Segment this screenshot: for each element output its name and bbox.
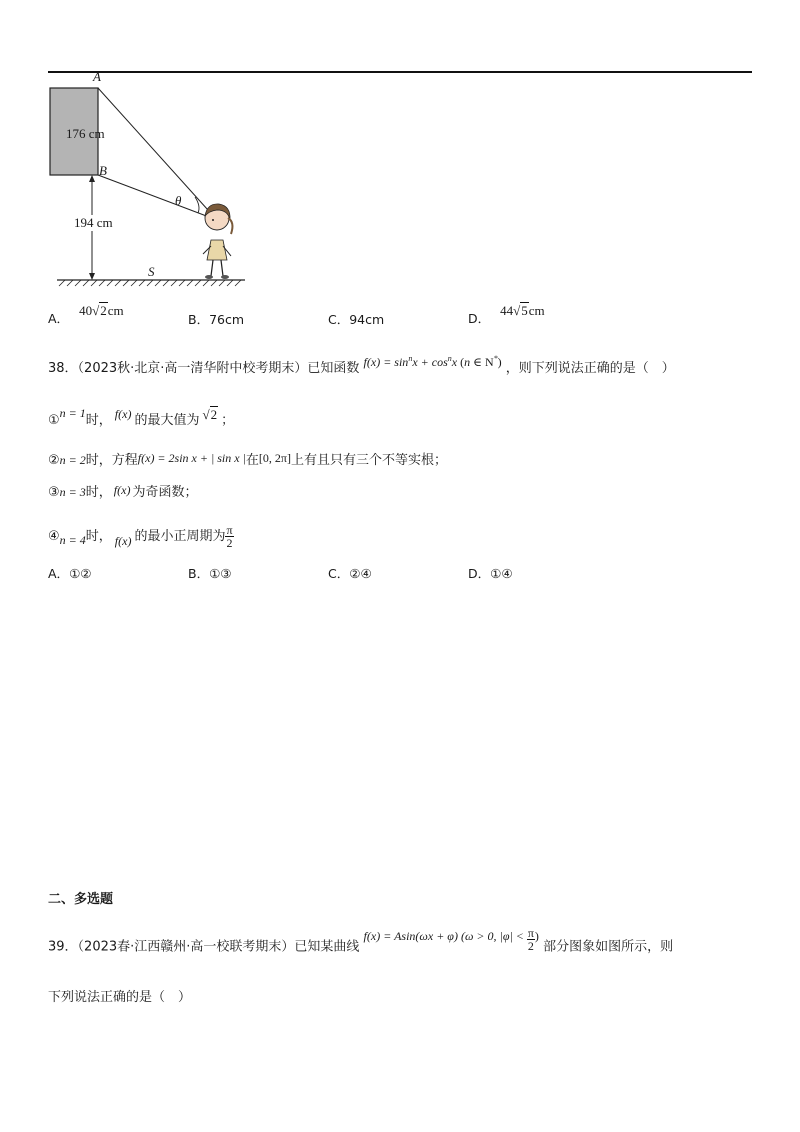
- q38-stem: 38．（2023秋·北京·高一清华附中校考期末）已知函数 $f(x) = \sin^nx + \cos^nx$ (n ∈ N*) ，则下列说法正确的是（ ）: [48, 354, 675, 376]
- q38-option-d[interactable]: D．①④: [468, 566, 513, 581]
- q38-option-b[interactable]: B．①③: [188, 566, 232, 581]
- label-s: S: [148, 264, 155, 279]
- q37-figure: [45, 70, 255, 290]
- q38-statement-4: ④n = 4时， f(x) 的最小正周期为 $\frac{\pi}{2}$: [48, 523, 233, 550]
- q38-option-c[interactable]: C．②④: [328, 566, 372, 581]
- label-upper-height: 176 cm: [66, 126, 105, 141]
- label-b: B: [99, 163, 107, 178]
- q37-option-b[interactable]: B．76cm: [188, 312, 245, 327]
- q38-statement-2: ②n = 2时，方程f(x) = 2sin x + | sin x |在[0, 2π]上有且只有三个不等实根；: [48, 451, 447, 468]
- q39-stem-line-2: 下列说法正确的是（ ）: [48, 990, 192, 1005]
- q37-option-c[interactable]: C．94cm: [328, 312, 385, 327]
- section-title: 二、多选题: [48, 892, 114, 907]
- q38-function-formula: $f(x) = \sin^nx + \cos^nx$ (n ∈ N*): [363, 354, 502, 369]
- sight-line-b: [98, 175, 217, 220]
- q37-option-d[interactable]: D．44√5cm: [468, 303, 545, 326]
- q38-statement-1: ①n = 1时， f(x) 的最大值为 √2 ；: [48, 406, 235, 428]
- ground-hatching: [59, 280, 241, 286]
- q39-stem: 39．（2023春·江西赣州·高一校联考期末）已知某曲线 f(x) = Asin(ωx + φ) (ω > 0, |φ| < $\frac{\pi}{2}$ ) 部分图象如图所示，则: [48, 926, 674, 955]
- q37-option-a[interactable]: A．40√2cm: [48, 303, 124, 326]
- sight-line-a: [98, 88, 217, 220]
- label-theta: θ: [175, 193, 182, 208]
- label-a: A: [93, 69, 101, 84]
- pi-over-2-fraction: $\frac{\pi}{2}$: [226, 523, 233, 550]
- q38-statement-3: ③n = 3时， f(x) 为奇函数；: [48, 483, 198, 500]
- q38-option-a[interactable]: A．①②: [48, 566, 92, 581]
- label-lower-height: 194 cm: [74, 215, 113, 230]
- girl-figure: [203, 204, 232, 279]
- q39-function-formula: f(x) = Asin(ωx + φ) (ω > 0, |φ| < $\frac{\pi}{2}$ ): [363, 926, 539, 953]
